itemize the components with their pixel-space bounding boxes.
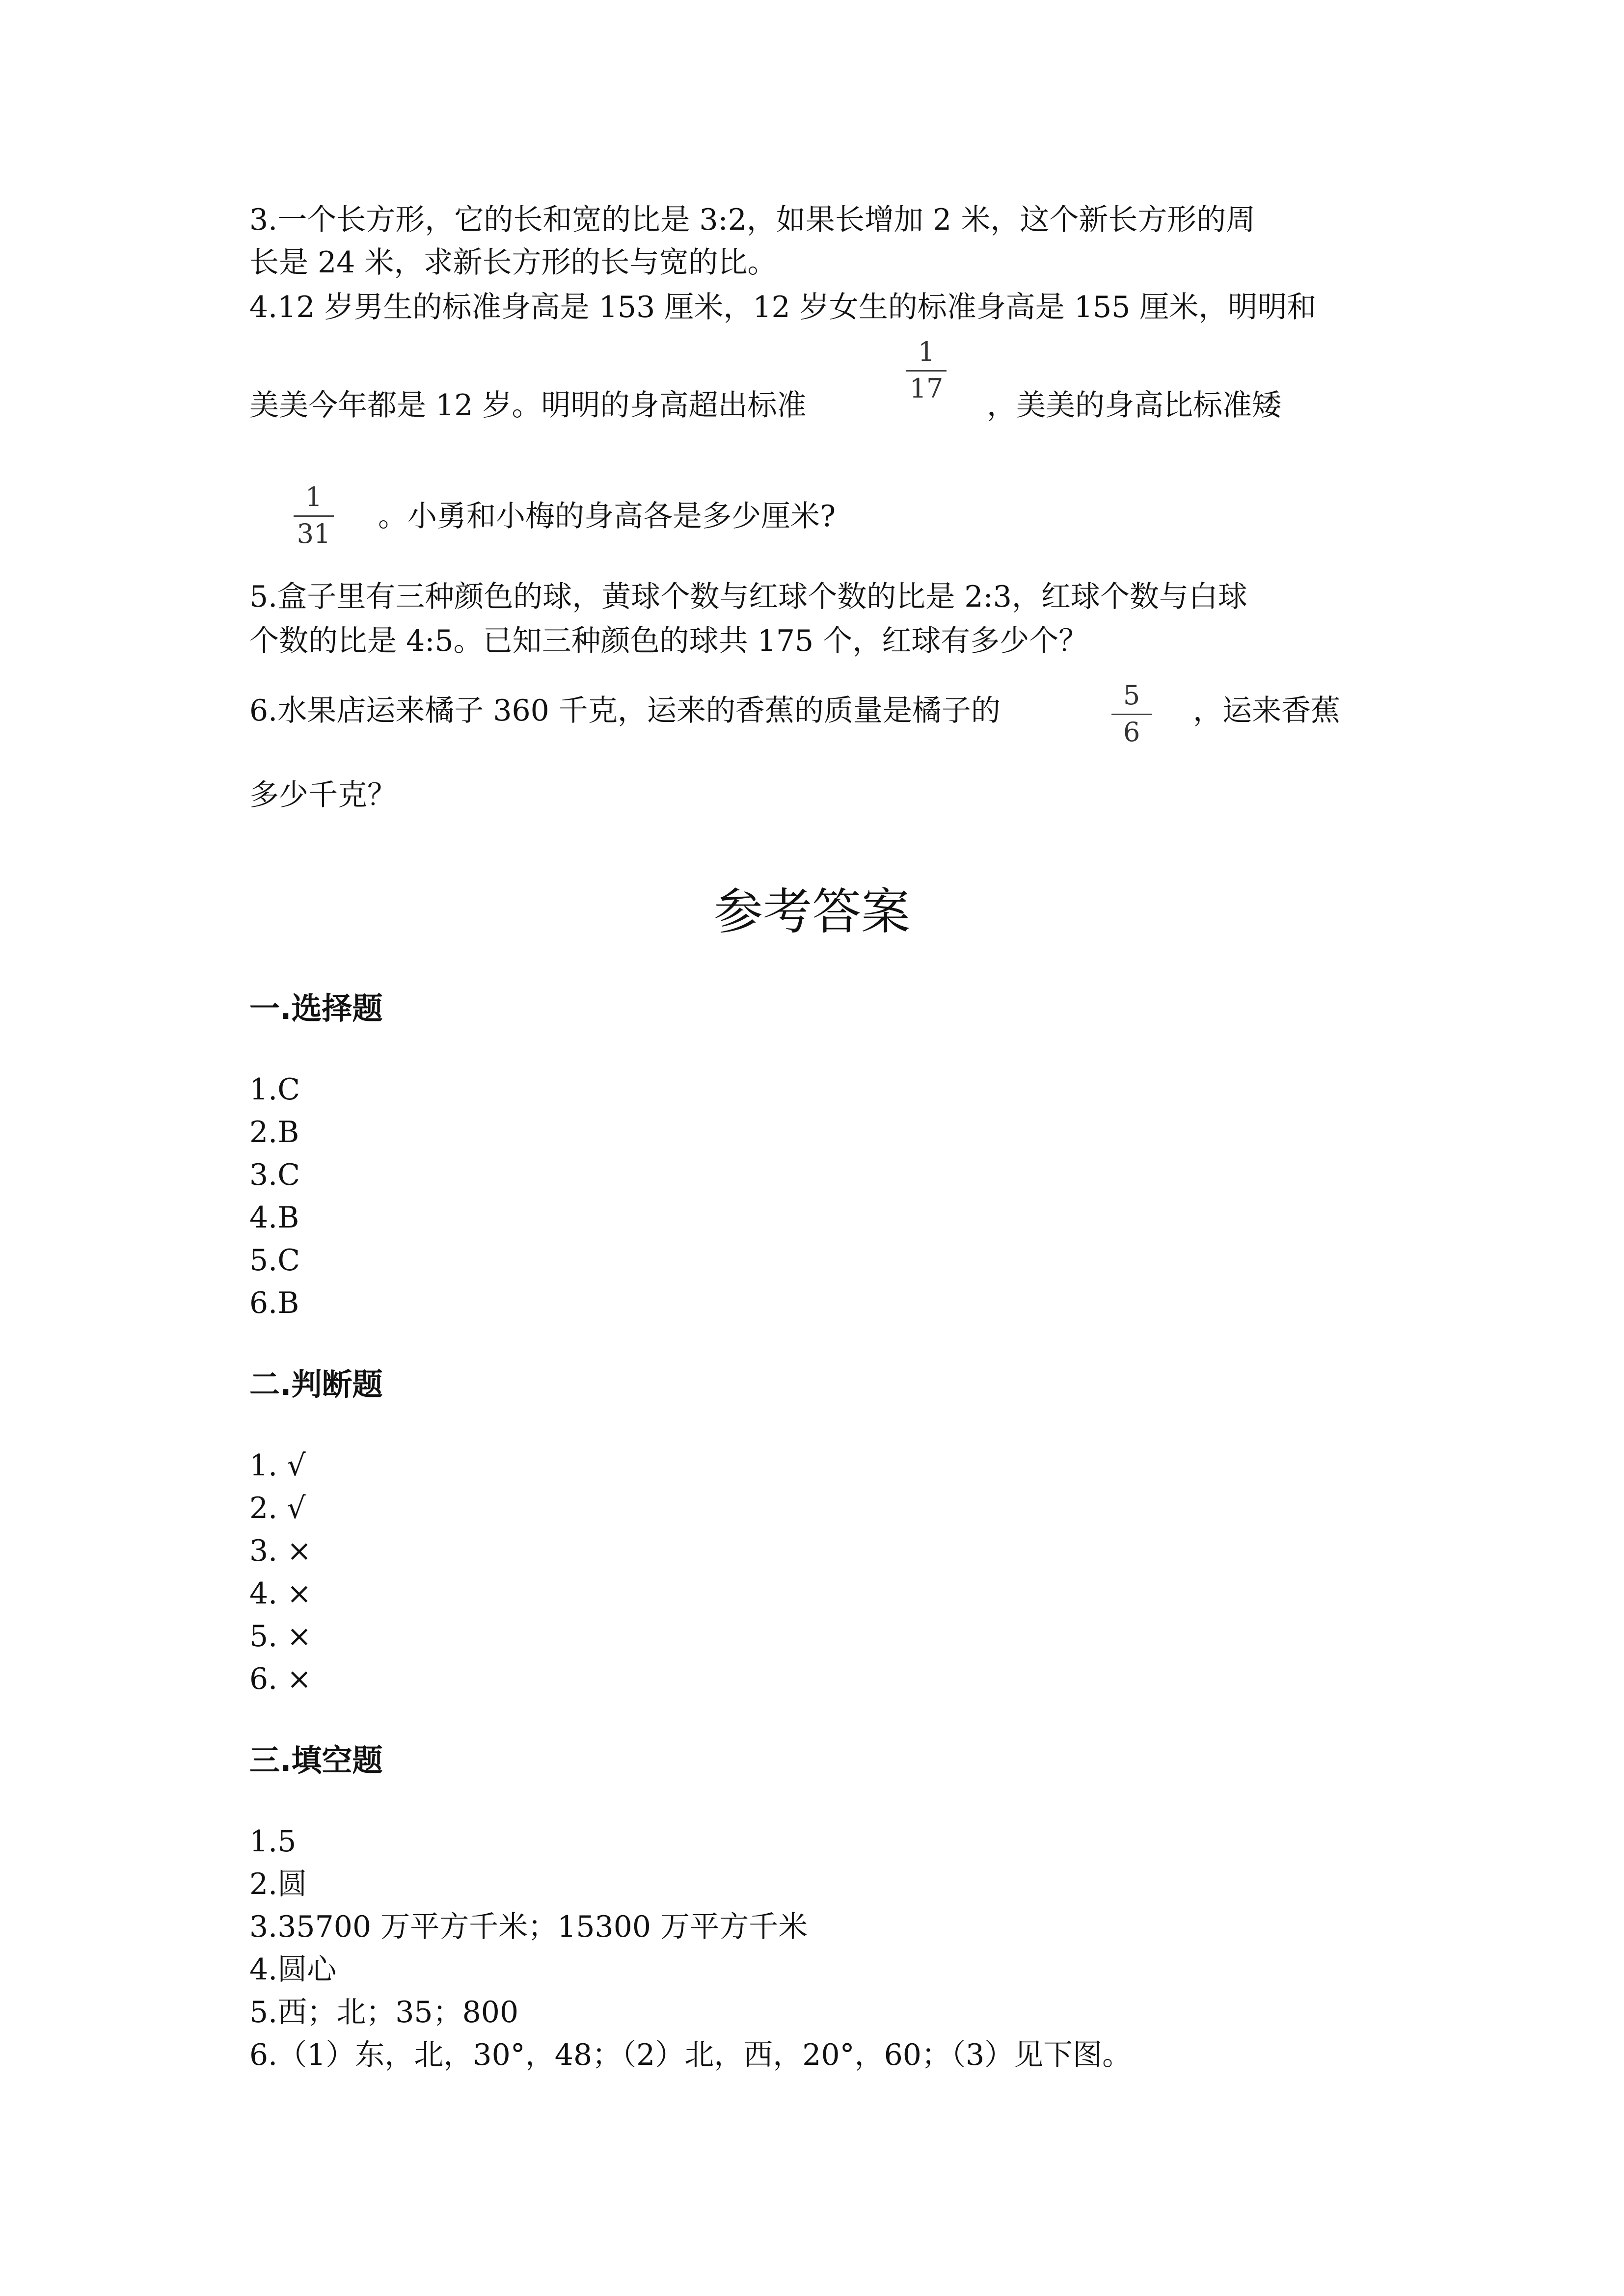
q3-line-1: 3.一个长方形，它的长和宽的比是 3:2，如果长增加 2 米，这个新长方形的周	[249, 203, 1256, 237]
answer-item: 1.5	[249, 1824, 297, 1859]
fraction-5-6	[1105, 682, 1159, 746]
answer-item: 4.圆心	[249, 1952, 337, 1987]
q5-line-1: 5.盒子里有三种颜色的球，黄球个数与红球个数的比是 2:3，红球个数与白球	[249, 580, 1247, 614]
answer-item: 3.35700 万平方千米；15300 万平方千米	[249, 1910, 808, 1944]
fraction-numerator: 1	[305, 481, 323, 512]
answer-item: 6. ×	[249, 1662, 312, 1696]
q6-line-1-b: ，运来香蕉	[1193, 694, 1340, 728]
q4-line-1: 4.12 岁男生的标准身高是 153 厘米，12 岁女生的标准身高是 155 厘米，明明和	[249, 290, 1317, 324]
answer-item: 5.C	[249, 1243, 300, 1278]
section-heading-choice: 一.选择题	[249, 990, 383, 1026]
answer-item: 3. ×	[249, 1534, 312, 1568]
fraction-bar	[906, 370, 947, 372]
answer-item: 2.圆	[249, 1867, 307, 1901]
fraction-numerator: 1	[918, 336, 935, 367]
answer-item: 1. √	[249, 1448, 306, 1483]
answer-title: 参考答案	[714, 883, 910, 940]
q4-line-3: 。小勇和小梅的身高各是多少厘米?	[378, 499, 836, 534]
fraction-bar	[294, 515, 334, 517]
answer-item: 6.（1）东，北，30°，48；（2）北，西，20°，60；（3）见下图。	[249, 2038, 1132, 2072]
section-heading-judgement: 二.判断题	[249, 1366, 383, 1402]
q4-line-2-a: 美美今年都是 12 岁。明明的身高超出标准	[249, 388, 807, 423]
answer-item: 3.C	[249, 1158, 300, 1192]
fraction-denominator: 6	[1123, 717, 1140, 748]
fraction-1-31	[287, 481, 341, 549]
fraction-numerator: 5	[1123, 680, 1140, 711]
answer-item: 2.B	[249, 1115, 299, 1149]
fraction-bar	[1111, 714, 1152, 715]
answer-item: 4.B	[249, 1201, 299, 1235]
answer-item: 2. √	[249, 1491, 306, 1525]
fraction-denominator: 31	[297, 518, 331, 549]
answer-item: 5. ×	[249, 1619, 312, 1654]
q4-line-2-b: ，美美的身高比标准矮	[987, 388, 1281, 423]
fraction-denominator: 17	[909, 373, 944, 404]
q6-line-2: 多少千克？	[249, 778, 397, 812]
section-heading-fill-in: 三.填空题	[249, 1742, 383, 1778]
q6-line-1-a: 6.水果店运来橘子 360 千克，运来的香蕉的质量是橘子的	[249, 694, 1001, 728]
q3-line-2: 长是 24 米，求新长方形的长与宽的比。	[249, 245, 777, 280]
answer-item: 4. ×	[249, 1576, 312, 1611]
answer-item: 1.C	[249, 1072, 300, 1107]
fraction-1-17	[899, 336, 953, 404]
q5-line-2: 个数的比是 4:5。已知三种颜色的球共 175 个，红球有多少个？	[249, 624, 1088, 658]
answer-item: 5.西；北；35；800	[249, 1995, 519, 2029]
answer-item: 6.B	[249, 1286, 299, 1320]
